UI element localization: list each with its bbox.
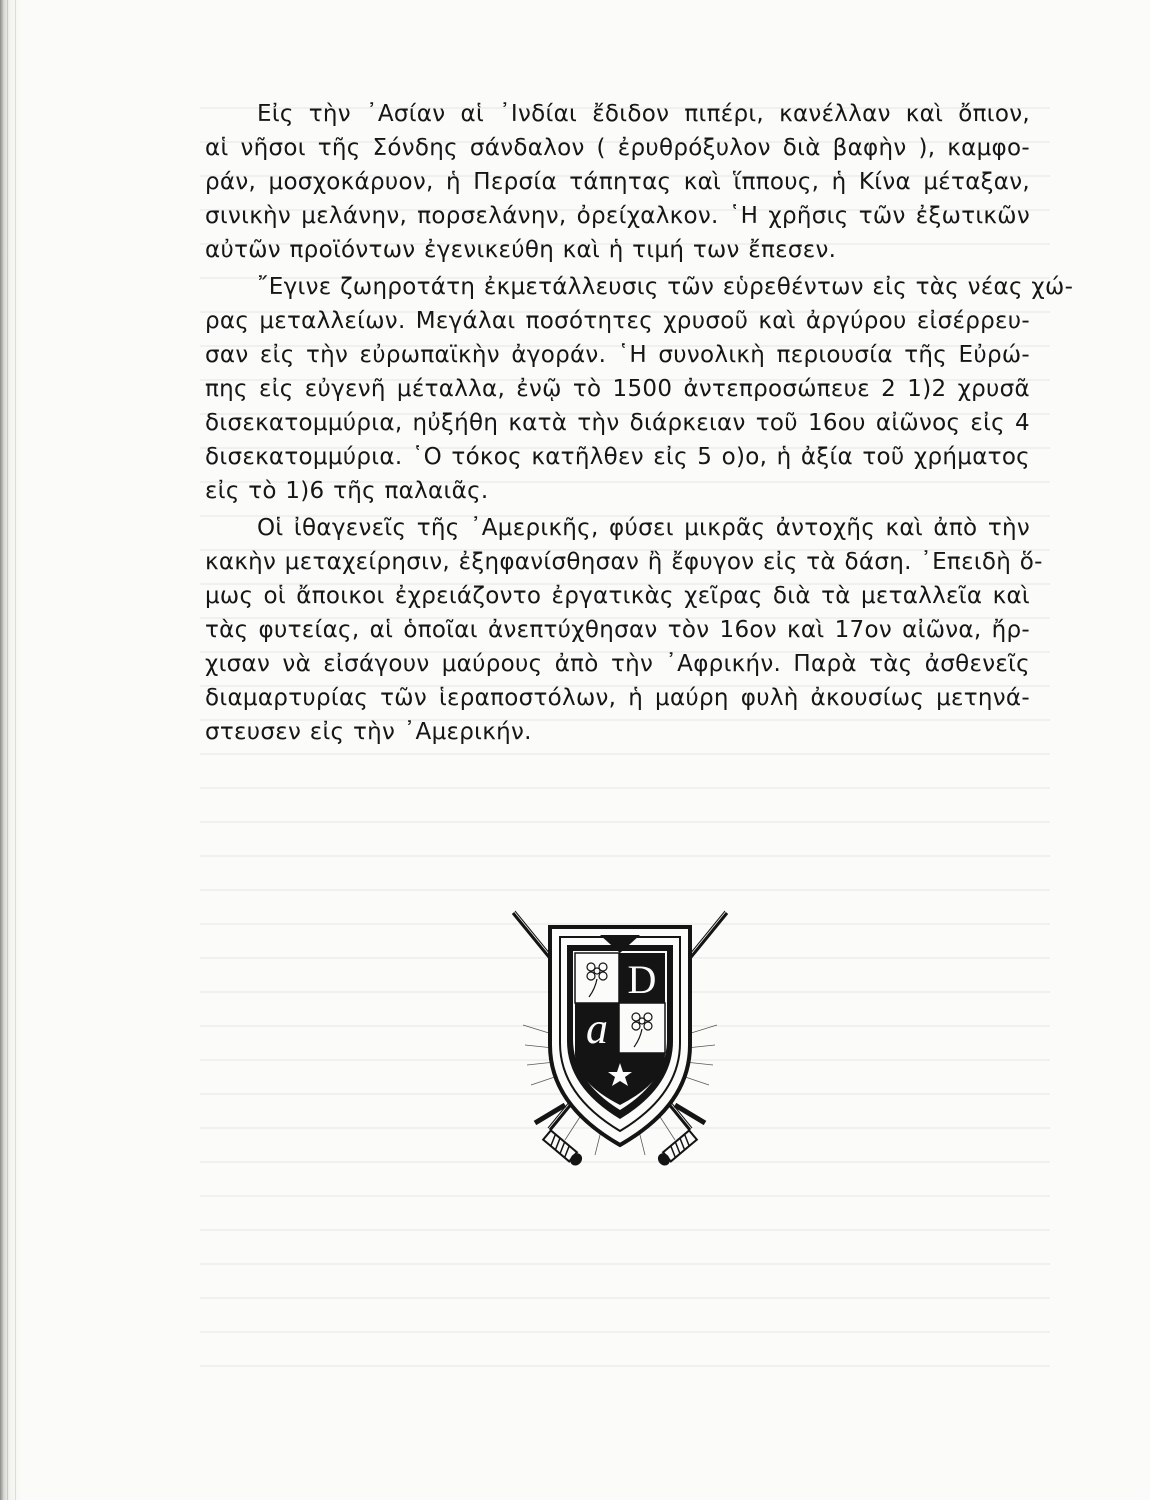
text-line: σαν εἰς τὴν εὐρωπαϊκὴν ἀγοράν. ῾Η συνολικὴ περιουσία τῆς Εὐρώ-	[205, 342, 1030, 368]
text-line: ράν, μοσχοκάρυον, ἡ Περσία τάπητας καὶ ἵππους, ἡ Κίνα μέταξαν,	[205, 169, 1030, 195]
text-line: Οἱ ἰθαγενεῖς τῆς ᾿Αμερικῆς, φύσει μικρᾶς ἀντοχῆς καὶ ἀπὸ τὴν	[257, 515, 1030, 541]
page-body-text	[205, 97, 1074, 749]
text-line: δισεκατομμύρια, ηὐξήθη κατὰ τὴν διάρκειαν τοῦ 16ου αἰῶνος εἰς 4	[205, 410, 1030, 436]
text-line: πης εἰς εὐγενῆ μέταλλα, ἐνῷ τὸ 1500 ἀντεπροσώπευε 2 1)2 χρυσᾶ	[205, 376, 1030, 402]
text-line: αἱ νῆσοι τῆς Σόνδης σάνδαλον ( ἐρυθρόξυλον διὰ βαφὴν ), καμφο-	[205, 135, 1030, 161]
text-line: δισεκατομμύρια. ῾Ο τόκος κατῆλθεν εἰς 5 ο)ο, ἡ ἀξία τοῦ χρήματος	[205, 444, 1030, 470]
text-line: τὰς φυτείας, αἱ ὁποῖαι ἀνεπτύχθησαν τὸν 16ον καὶ 17ον αἰῶνα, ἤρ-	[205, 617, 1030, 643]
emblem-letter-a: a	[586, 1004, 608, 1053]
page-binding-edge	[0, 0, 22, 1500]
text-line: ρας μεταλλείων. Μεγάλαι ποσότητες χρυσοῦ καὶ ἀργύρου εἰσέρρευ-	[205, 308, 1030, 334]
text-line: αὐτῶν προϊόντων ἐγενικεύθη καὶ ἡ τιμή των ἔπεσεν.	[205, 237, 837, 263]
text-line: σινικὴν μελάνην, πορσελάνην, ὀρείχαλκον. ῾Η χρῆσις τῶν ἐξωτικῶν	[205, 203, 1030, 229]
text-line: εἰς τὸ 1)6 τῆς παλαιᾶς.	[205, 478, 489, 504]
text-line: μως οἱ ἄποικοι ἐχρειάζοντο ἐργατικὰς χεῖρας διὰ τὰ μεταλλεῖα καὶ	[205, 583, 1030, 609]
heraldic-shield-icon	[505, 905, 735, 1175]
text-line: διαμαρτυρίας τῶν ἱεραποστόλων, ἡ μαύρη φυλὴ ἀκουσίως μετηνά-	[205, 685, 1030, 711]
text-line: κακὴν μεταχείρησιν, ἐξηφανίσθησαν ἢ ἔφυγον εἰς τὰ δάση. ᾿Επειδὴ ὅ-	[205, 549, 1043, 575]
text-line: χισαν νὰ εἰσάγουν μαύρους ἀπὸ τὴν ᾿Αφρικήν. Παρὰ τὰς ἀσθενεῖς	[205, 651, 1030, 677]
text-line: στευσεν εἰς τὴν ᾿Αμερικήν.	[205, 719, 532, 745]
text-line: ῎Εγινε ζωηροτάτη ἐκμετάλλευσις τῶν εὑρεθέντων εἰς τὰς νέας χώ-	[257, 274, 1074, 300]
emblem-letter-d: D	[627, 957, 657, 1002]
text-line: Εἰς τὴν ᾿Ασίαν αἱ ᾿Ινδίαι ἔδιδον πιπέρι, κανέλλαν καὶ ὄπιον,	[257, 101, 1030, 127]
